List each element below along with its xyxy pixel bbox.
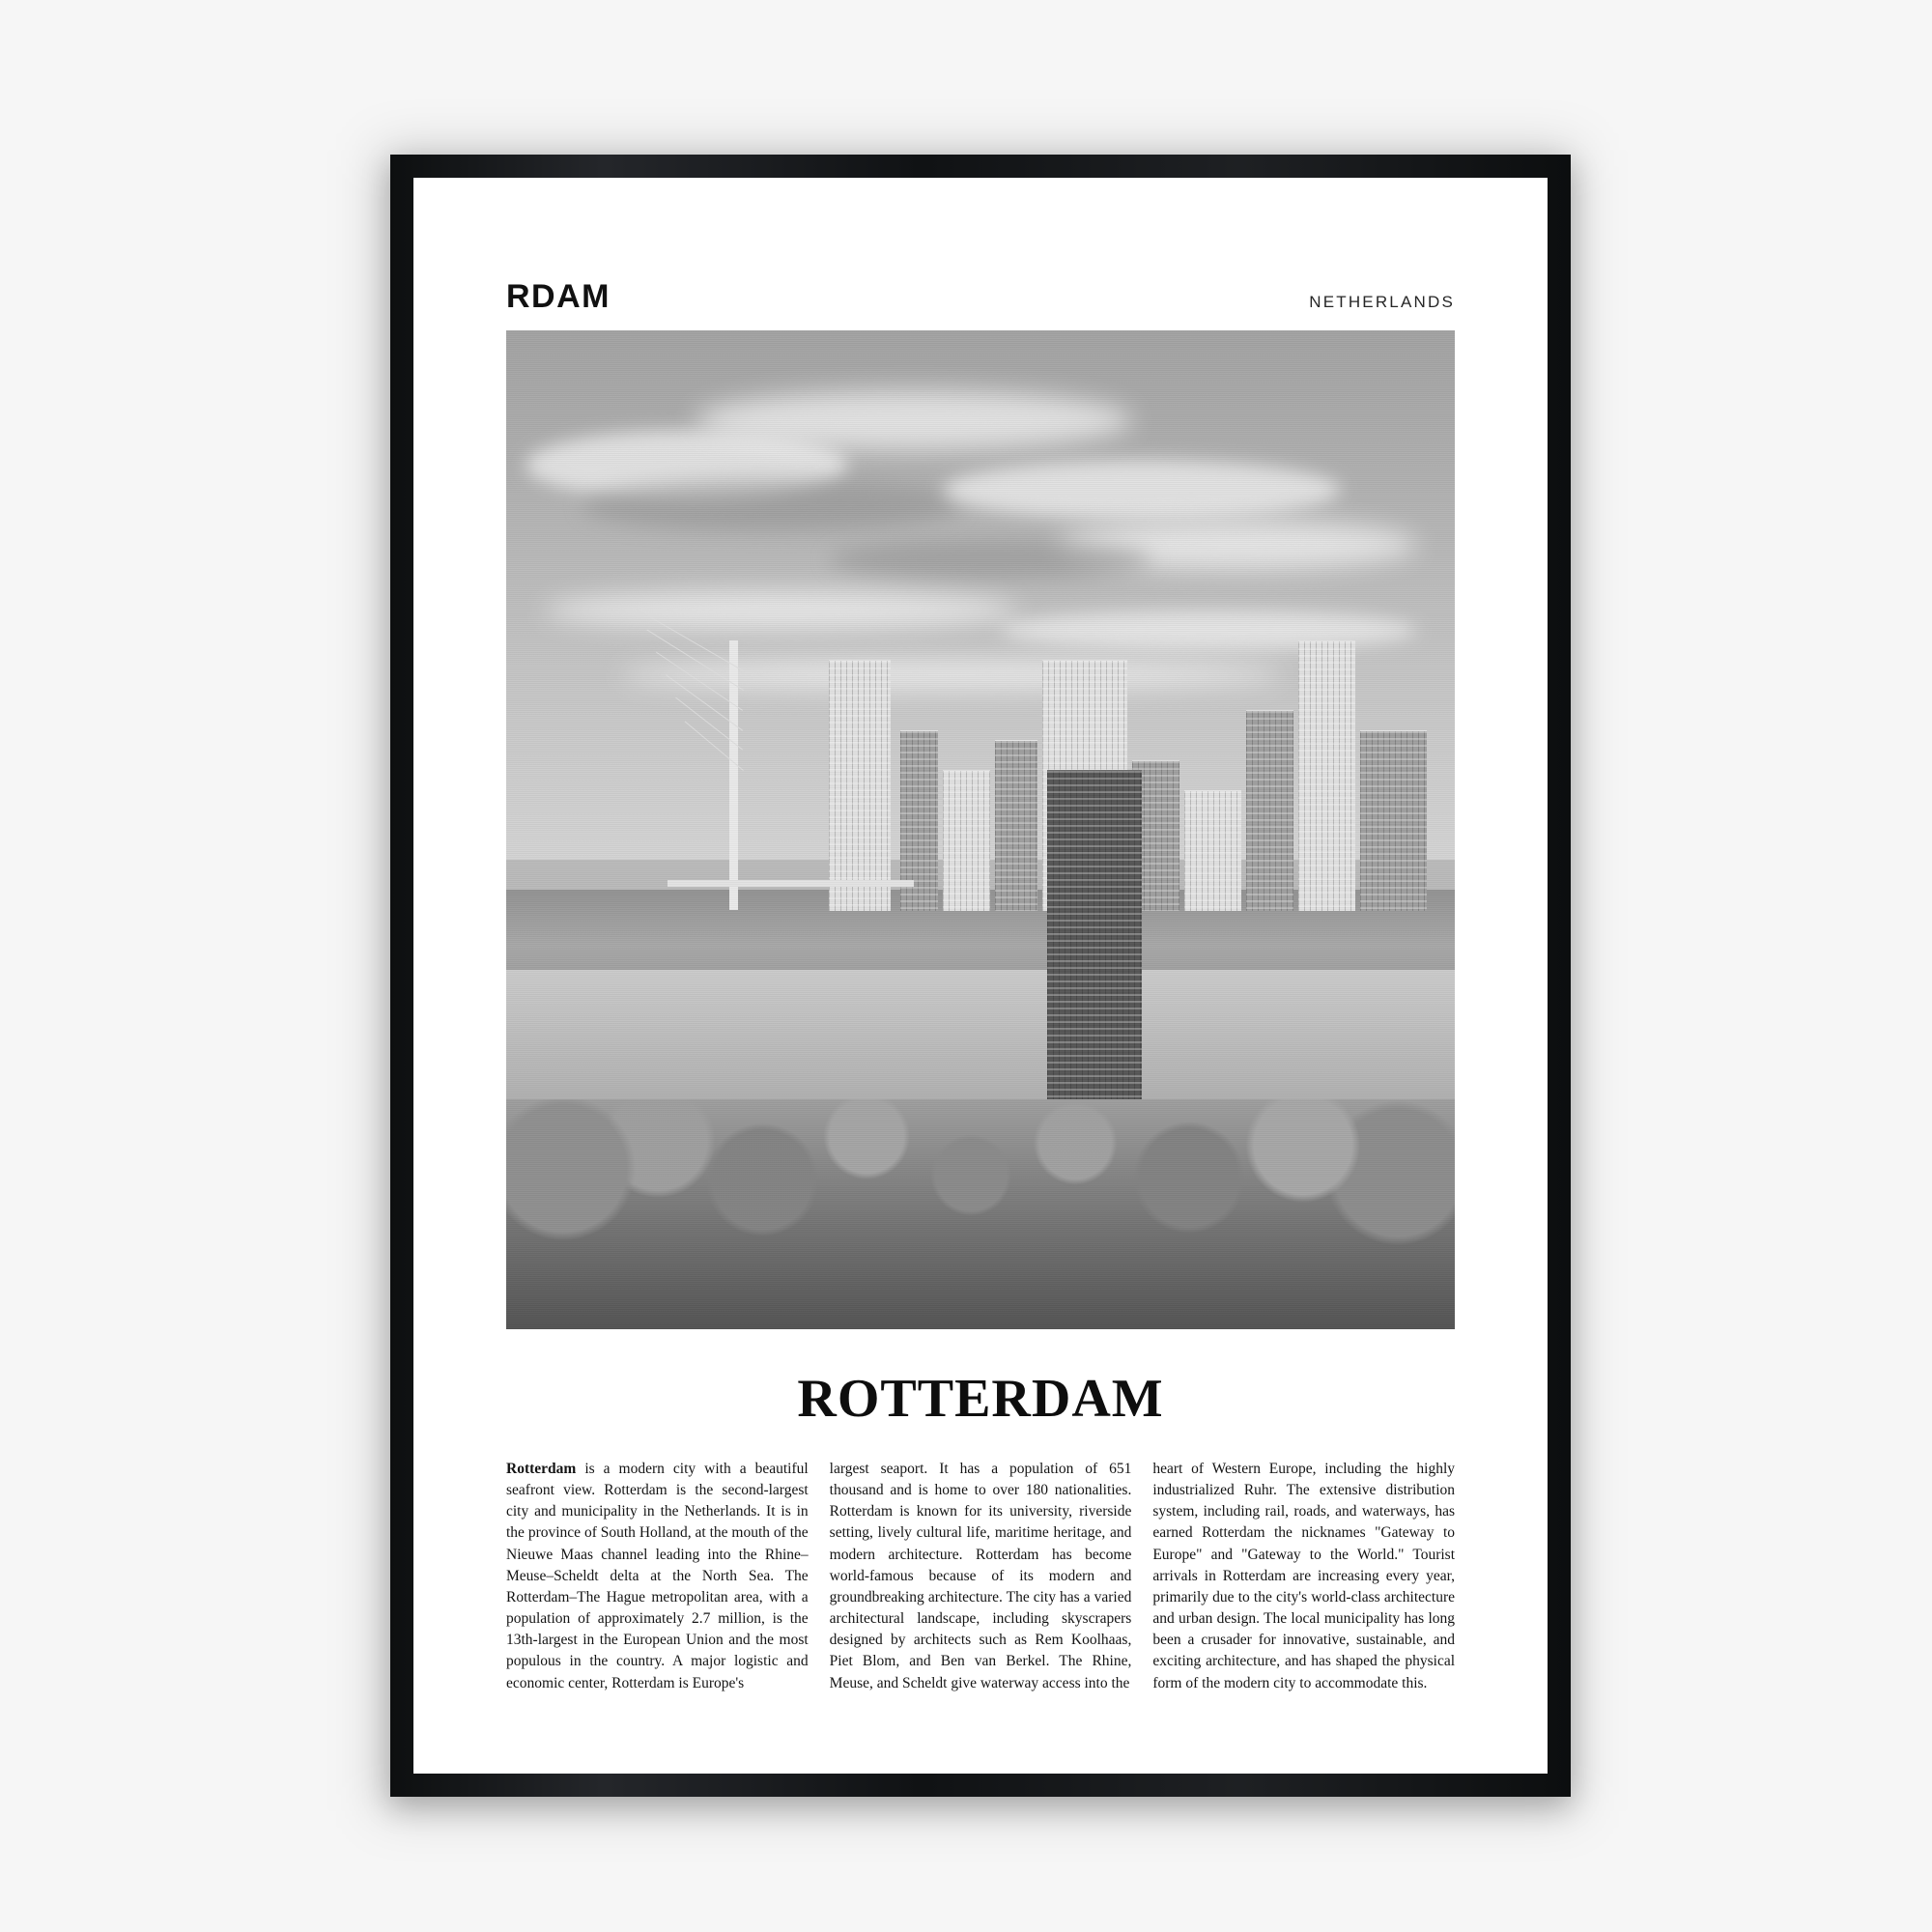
poster-header (506, 270, 1455, 313)
skyscraper (943, 770, 990, 911)
page-title: ROTTERDAM (797, 1369, 1164, 1429)
skyscraper (1246, 710, 1293, 911)
skyscraper (1360, 730, 1427, 911)
description-columns (506, 1459, 1455, 1694)
description-column-1 (506, 1459, 809, 1694)
cloud-icon (943, 460, 1341, 520)
skyscraper (829, 660, 891, 911)
tree-canopy (506, 1099, 1455, 1329)
cloud-icon (544, 590, 1018, 630)
poster (413, 178, 1548, 1774)
cloud-icon (582, 480, 962, 530)
cloud-icon (696, 390, 1132, 450)
city-photograph (506, 330, 1455, 1329)
poster-country: NETHERLANDS (1309, 293, 1455, 311)
description-text-1: is a modern city with a beautiful seafront view. Rotterdam is the second-largest city and municipality in the Netherlands. It is in the province of South Holland, at the mouth of the Nieuwe Maas channel leading into the Rhine–Meuse–Scheldt delta at the North Sea. The Rotterdam–The Hague metropolitan area, with a population of approximately 2.7 million, is the 13th-largest in the European Union and the most populous in the country. A major logistic and economic center, Rotterdam is Europe's (506, 1461, 809, 1691)
bridge-deck (668, 880, 914, 887)
skyscraper (1298, 640, 1355, 911)
poster-brand: RDAM (506, 278, 611, 315)
skyscraper (1184, 790, 1241, 911)
skyscraper (995, 740, 1037, 911)
description-column-2: largest seaport. It has a population of 651 thousand and is home to over 180 nationalities. Rotterdam is known for its university, riverside setting, lively cultural life, maritime heritage, and modern architecture. Rotterdam has become world-famous because of its modern and groundbreaking architecture. The city has a varied architectural landscape, including skyscrapers designed by architects such as Rem Koolhaas, Piet Blom, and Ben van Berkel. The Rhine, Meuse, and Scheldt give waterway access into the (829, 1461, 1132, 1691)
lead-word: Rotterdam (506, 1461, 577, 1477)
bridge-pylon (729, 640, 738, 910)
description-column-3: heart of Western Europe, including the highly industrialized Ruhr. The extensive distribution system, including rail, roads, and waterways, has earned Rotterdam the nicknames "Gateway to Europe" and "Gateway to the World." Tourist arrivals in Rotterdam are increasing every year, primarily due to the city's world-class architecture and urban design. The local municipality has long been a crusader for innovative, sustainable, and exciting architecture, and has shaped the physical form of the modern city to accommodate this. (1152, 1461, 1456, 1691)
